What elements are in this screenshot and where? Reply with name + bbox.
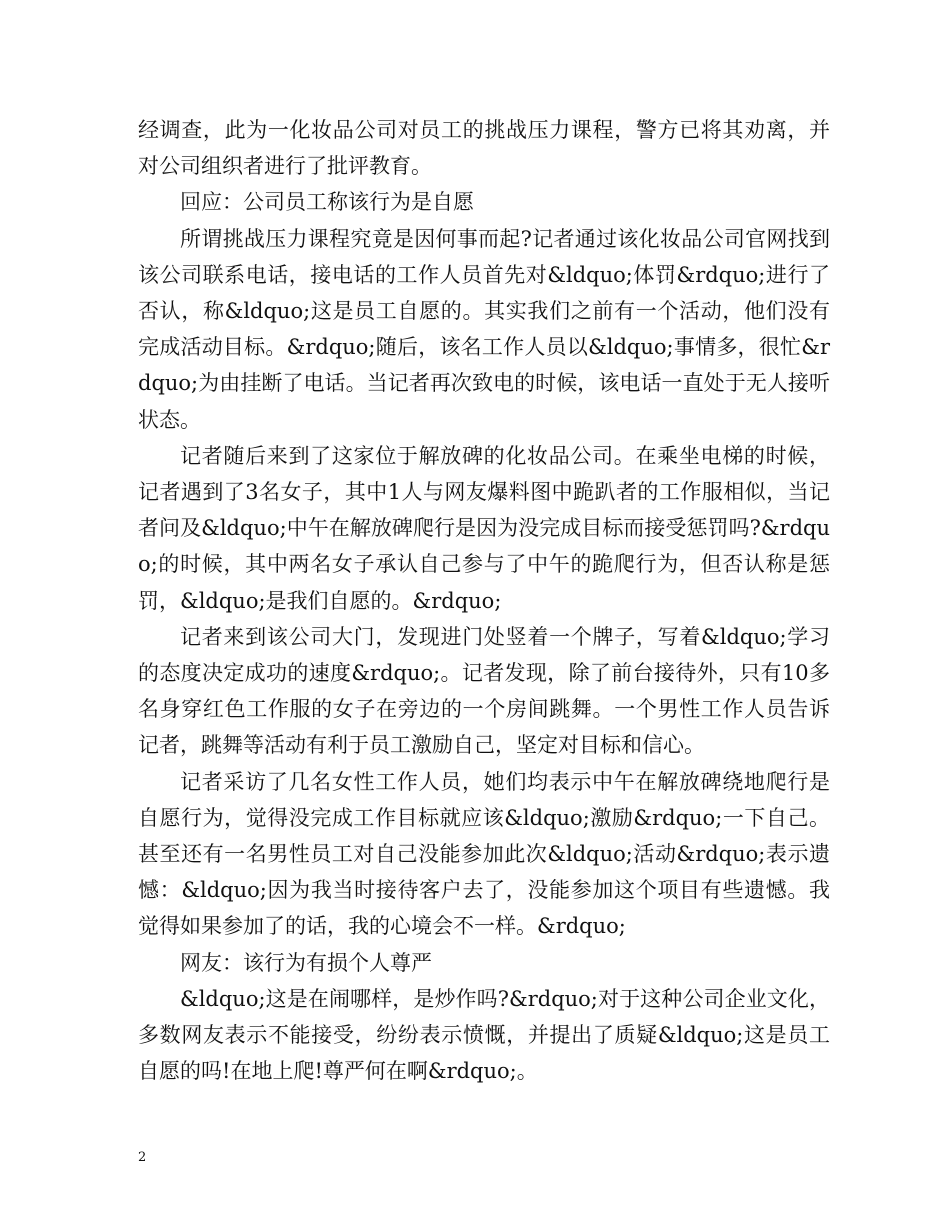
body-text: [138, 112, 830, 1089]
paragraph-7-heading-netizens: 网友：该行为有损个人尊严: [180, 950, 432, 975]
paragraph-2-heading-response: 回应：公司员工称该行为是自愿: [180, 190, 474, 215]
paragraph-5: 记者来到该公司大门，发现进门处竖着一个牌子，写着&ldquo;学习的态度决定成功的速度&rdquo;。记者发现，除了前台接待外，只有10多名身穿红色工作服的女子在旁边的一个房间跳舞。一个男性工作人员告诉记者，跳舞等活动有利于员工激励自己，坚定对目标和信心。: [138, 624, 830, 758]
paragraph-1: 经调查，此为一化妆品公司对员工的挑战压力课程，警方已将其劝离，并对公司组织者进行了批评教育。: [138, 118, 830, 179]
paragraph-8: &ldquo;这是在闹哪样，是炒作吗?&rdquo;对于这种公司企业文化，多数网友表示不能接受，纷纷表示愤慨，并提出了质疑&ldquo;这是员工自愿的吗!在地上爬!尊严何在啊&rdquo;。: [138, 986, 830, 1084]
paragraph-3: 所谓挑战压力课程究竟是因何事而起?记者通过该化妆品公司官网找到该公司联系电话，接电话的工作人员首先对&ldquo;体罚&rdquo;进行了否认，称&ldquo;这是员工自愿的。其实我们之前有一个活动，他们没有完成活动目标。&rdquo;随后，该名工作人员以&ldquo;事情多，很忙&rdquo;为由挂断了电话。当记者再次致电的时候，该电话一直处于无人接听状态。: [138, 226, 830, 432]
paragraph-4: 记者随后来到了这家位于解放碑的化妆品公司。在乘坐电梯的时候，记者遇到了3名女子，其中1人与网友爆料图中跪趴者的工作服相似，当记者问及&ldquo;中午在解放碑爬行是因为没完成目标而接受惩罚吗?&rdquo;的时候，其中两名女子承认自己参与了中午的跪爬行为，但否认称是惩罚，&ldquo;是我们自愿的。&rdquo;: [138, 443, 830, 613]
page-number: 2: [138, 1150, 147, 1165]
paragraph-6: 记者采访了几名女性工作人员，她们均表示中午在解放碑绕地爬行是自愿行为，觉得没完成工作目标就应该&ldquo;激励&rdquo;一下自己。甚至还有一名男性员工对自己没能参加此次&ldquo;活动&rdquo;表示遗憾：&ldquo;因为我当时接待客户去了，没能参加这个项目有些遗憾。我觉得如果参加了的话，我的心境会不一样。&rdquo;: [138, 769, 830, 939]
